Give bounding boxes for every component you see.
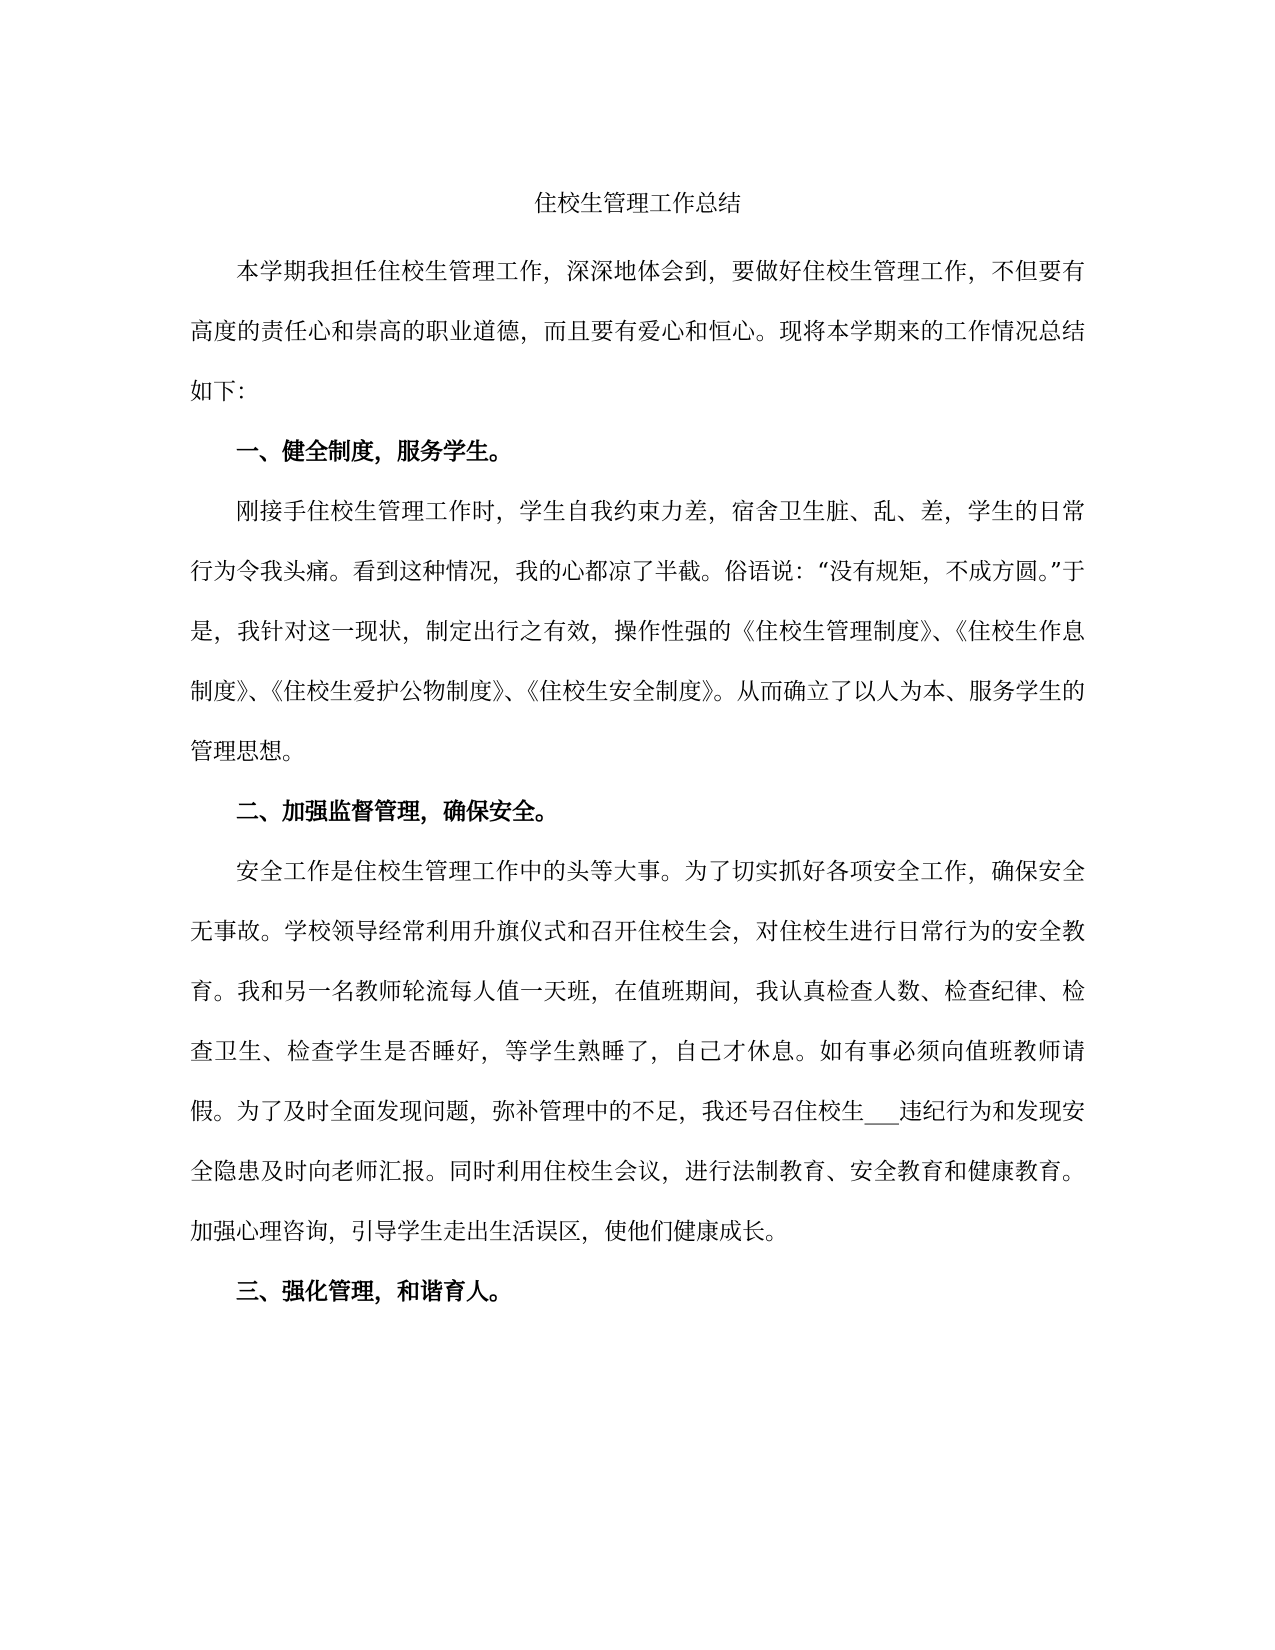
section-heading-2: 二、加强监督管理，确保安全。 [236,798,558,825]
document-title: 住校生管理工作总结 [534,191,741,217]
intro-paragraph: 本学期我担任住校生管理工作，深深地体会到，要做好住校生管理工作，不但要有高度的责任心和崇高的职业道德，而且要有爱心和恒心。现将本学期来的工作情况总结如下： [190,259,1085,405]
section-2-paragraph: 安全工作是住校生管理工作中的头等大事。为了切实抓好各项安全工作，确保安全无事故。学校领导经常利用升旗仪式和召开住校生会，对住校生进行日常行为的安全教育。我和另一名教师轮流每人值一天班，在值班期间，我认真检查人数、检查纪律、检查卫生、检查学生是否睡好，等学生熟睡了，自己才休息。如有事必须向值班教师请假。为了及时全面发现问题，弥补管理中的不足，我还号召住校生___违纪行为和发现安全隐患及时向老师汇报。同时利用住校生会议，进行法制教育、安全教育和健康教育。加强心理咨询，引导学生走出生活误区，使他们健康成长。 [190,859,1085,1245]
section-heading-1: 一、健全制度，服务学生。 [236,438,512,465]
section-1-paragraph: 刚接手住校生管理工作时，学生自我约束力差，宿舍卫生脏、乱、差，学生的日常行为令我头痛。看到这种情况，我的心都凉了半截。俗语说：“没有规矩，不成方圆。”于是，我针对这一现状，制定出行之有效，操作性强的《住校生管理制度》、《住校生作息制度》、《住校生爱护公物制度》、《住校生安全制度》。从而确立了以人为本、服务学生的管理思想。 [190,499,1085,765]
section-heading-3: 三、强化管理，和谐育人。 [236,1278,512,1305]
document-body [190,185,1085,1322]
